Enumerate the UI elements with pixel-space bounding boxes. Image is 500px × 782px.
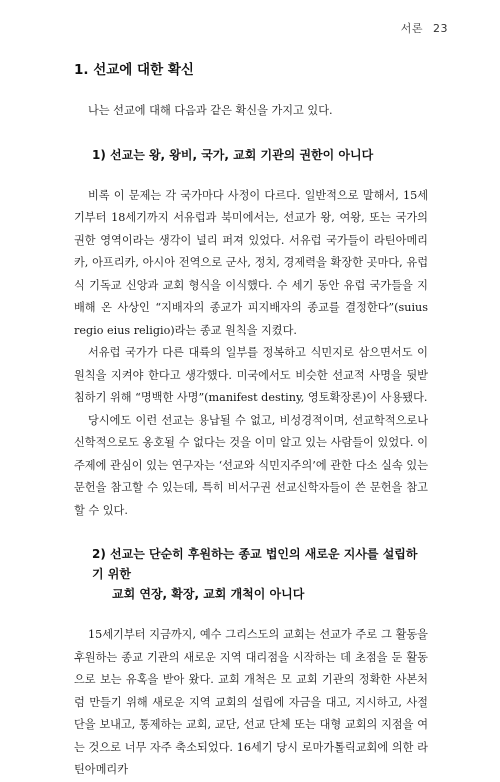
page-body [74, 58, 428, 782]
subheading-2 [92, 544, 428, 604]
section-title: 1. 선교에 대한 확신 [74, 62, 194, 78]
paragraph: 비록 이 문제는 각 국가마다 사정이 다르다. 일반적으로 말해서, 15세기부터 18세기까지 서유럽과 북미에서는, 선교가 왕, 여왕, 또는 국가의 권한 영역이라는 생각이 널리 퍼져 있었다. 서유럽 국가들이 라틴아메리카, 아프리카, 아시아 전역으로 군사, 정치, 경제력을 확장한 곳마다, 유럽식 기독교 신앙과 교회 형식을 이식했다. 수 세기 동안 유럽 국가들을 지배해 온 사상인 “지배자의 종교가 피지배자의 종교를 결정한다”(suius regio eius religio)라는 종교 원칙을 지켰다. [74, 188, 428, 337]
intro-paragraph: 나는 선교에 대해 다음과 같은 확신을 가지고 있다. [88, 104, 333, 117]
subheading-1: 1) 선교는 왕, 왕비, 국가, 교회 기관의 권한이 아니다 [92, 147, 374, 162]
subheading-2-line2: 교회 연장, 확장, 교회 개척이 아니다 [112, 587, 305, 601]
paragraph: 15세기부터 지금까지, 예수 그리스도의 교회는 선교가 주로 그 활동을 후원하는 종교 기관의 새로운 지역 대리점을 시작하는 데 초점을 둔 활동으로 보는 유혹을 받아 왔다. 교회 개척은 모 교회 기관의 정확한 사본처럼 만들기 위해 새로운 지역 교회의 설립에 자금을 대고, 지시하고, 사절단을 보내고, 통제하는 교회, 교단, 선교 단체 또는 대형 교회의 지점을 여는 것으로 너무 자주 축소되었다. 16세기 당시 로마가톨릭교회에 의한 라틴아메리카 [74, 628, 428, 776]
running-header-section: 서론 [400, 22, 423, 35]
paragraph: 당시에도 이런 선교는 용납될 수 없고, 비성경적이며, 선교학적으로나 신학적으로도 옹호될 수 없다는 것을 이미 알고 있는 사람들이 있었다. 이 주제에 관심이 있는 연구자는 ‘선교와 식민지주의’에 관한 다소 실속 있는 문헌을 참고할 수 있는데, 특히 비서구권 선교신학자들이 쓴 문헌을 참고할 수 있다. [74, 413, 428, 517]
spacer [74, 522, 428, 544]
page-number: 23 [433, 22, 448, 35]
running-header [395, 20, 448, 36]
paragraph: 서유럽 국가가 다른 대륙의 일부를 정복하고 식민지로 삼으면서도 이 원칙을 지켜야 한다고 생각했다. 미국에서도 비슷한 선교적 사명을 뒷받침하기 위해 “명백한 사명”(manifest destiny, 영토확장론)이 사용됐다. [74, 346, 428, 404]
subheading-2-line1: 2) 선교는 단순히 후원하는 종교 법인의 새로운 지사를 설립하기 위한 [92, 547, 418, 581]
